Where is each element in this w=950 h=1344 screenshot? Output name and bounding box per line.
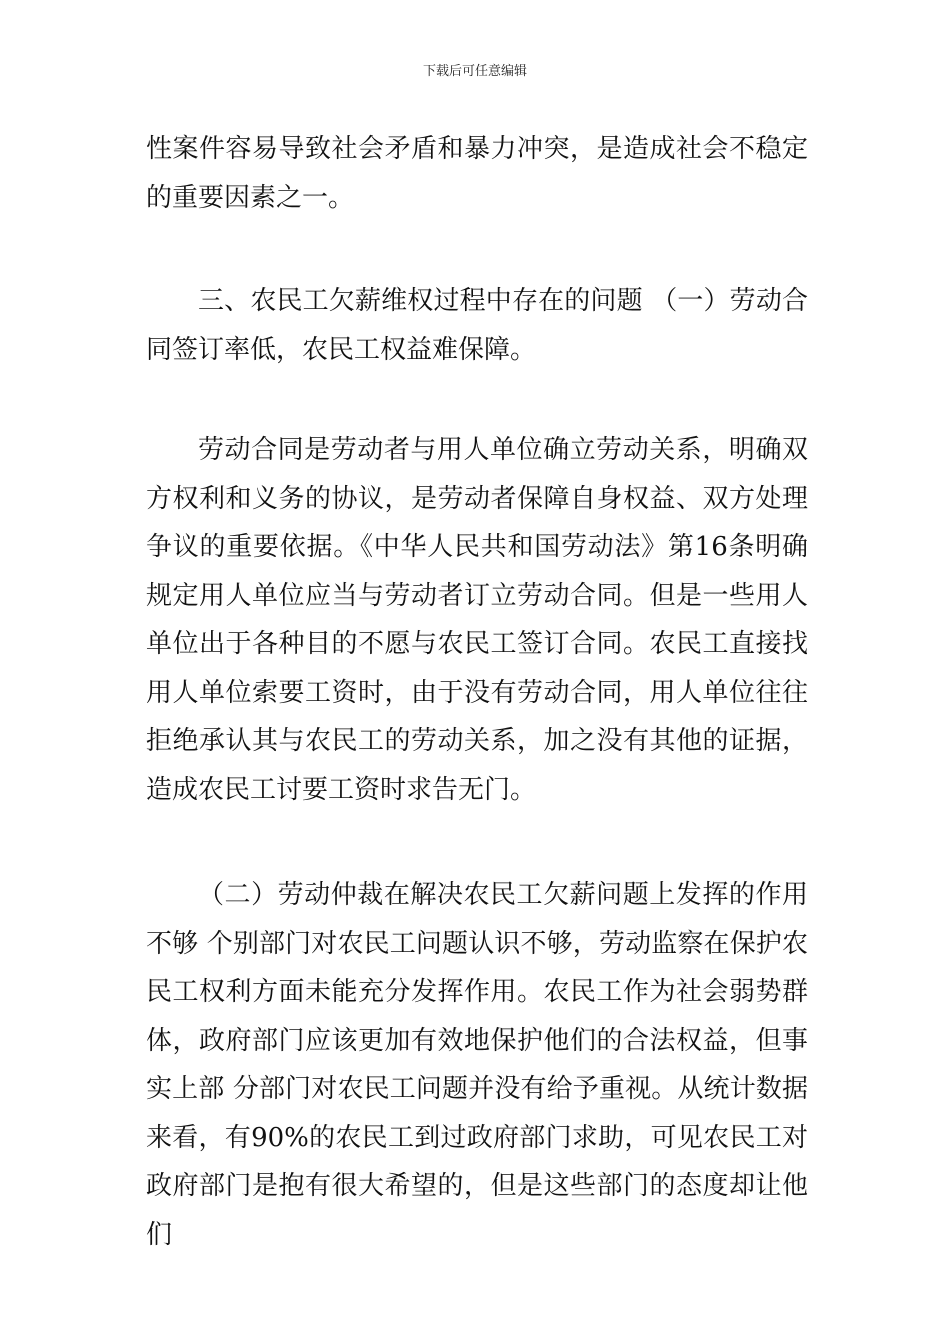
paragraph-continuation: 性案件容易导致社会矛盾和暴力冲突，是造成社会不稳定的重要因素之一。 — [146, 134, 808, 213]
section-heading-paragraph: 三、农民工欠薪维权过程中存在的问题 （一）劳动合同签订率低，农民工权益难保障。 — [146, 286, 808, 365]
body-paragraph-labor-contract: 劳动合同是劳动者与用人单位确立劳动关系，明确双方权利和义务的协议，是劳动者保障自身权益、双方处理争议的重要依据。《中华人民共和国劳动法》第16条明确规定用人单位应当与劳动者订立劳动合同。但是一些用人单位出于各种目的不愿与农民工签订合同。农民工直接找用人单位索要工资时，由于没有劳动合同，用人单位往往拒绝承认其与农民工的劳动关系，加之没有其他的证据，造成农民工讨要工资时求告无门。 — [146, 435, 808, 805]
page-header: 下载后可任意编辑 — [422, 64, 527, 79]
body-paragraph-labor-arbitration: （二）劳动仲裁在解决农民工欠薪问题上发挥的作用不够 个别部门对农民工问题认识不够，劳动监察在保护农民工权利方面未能充分发挥作用。农民工作为社会弱势群体，政府部门应该更加有效地保护他们的合法权益，但事实上部 分部门对农民工问题并没有给予重视。从统计数据来看，有90%的农民工到过政府部门求助，可见农民工对政府部门是抱有很大希望的，但是这些部门的态度却让他们 — [146, 880, 808, 1250]
